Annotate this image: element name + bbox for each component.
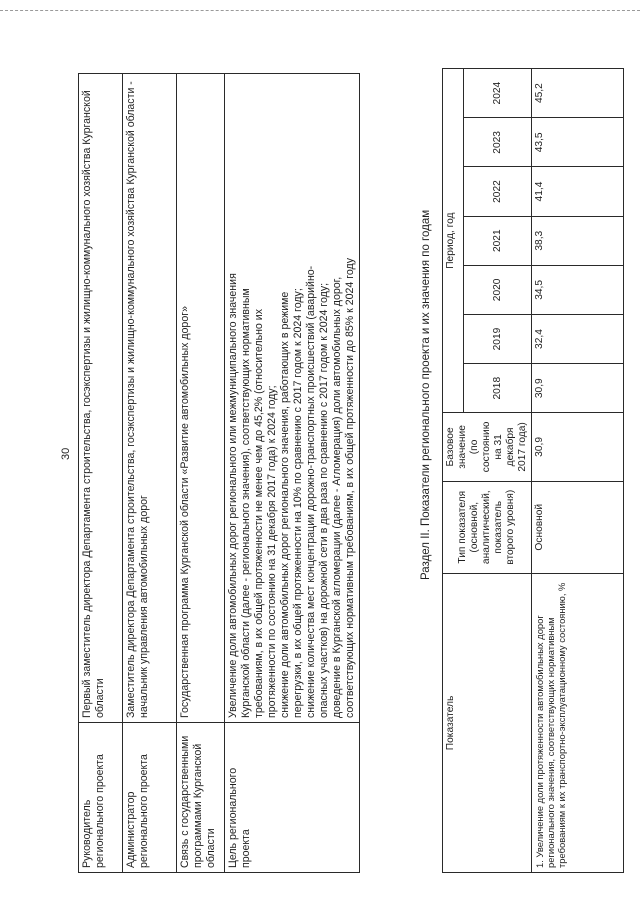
indicator-base-value: 30,9 <box>532 413 624 481</box>
project-passport-table <box>78 73 360 873</box>
header-type: Тип показателя (основной, аналитический, показатель второго уровня) <box>443 481 532 573</box>
row-label: Руководитель регионального проекта <box>79 723 123 873</box>
indicator-value-2018: 30,9 <box>532 364 624 413</box>
row-value: Заместитель директора Департамента строительства, госэкспертизы и жилищно-коммунального хозяйства Курганской области - начальник управления автомобильных дорог <box>123 74 177 723</box>
goal-line: Курганской области (далее - регионального значения), соответствующих нормативным <box>240 288 252 718</box>
table-row <box>123 74 177 873</box>
row-value: Первый заместитель директора Департамента строительства, госэкспертизы и жилищно-коммунального хозяйства Курганской области <box>79 74 123 723</box>
header-year: 2019 <box>464 314 532 363</box>
goal-line: опасных участков) на дорожной сети в два раза по сравнению с 2017 годом к 2024 году; <box>318 282 330 718</box>
indicator-type: Основной <box>532 481 624 573</box>
goal-line: Увеличение доли автомобильных дорог регионального или межмуниципального значения <box>227 273 239 718</box>
indicator-value-2023: 43,5 <box>532 118 624 167</box>
goal-cell <box>225 74 360 723</box>
row-label: Связь с государственными программами Курганской области <box>177 723 225 873</box>
table-row <box>225 74 360 873</box>
indicator-name: 1. Увеличение доли протяженности автомобильных дорог регионального значения, соответствующих нормативным требованиям к их транспортно-эксплуатационному состоянию, % <box>532 573 624 872</box>
goal-line: протяженности по состоянию на 31 декабря 2017 года) к 2024 году; <box>266 385 278 718</box>
header-year: 2020 <box>464 265 532 314</box>
header-period: Период, год <box>443 69 464 413</box>
header-year: 2022 <box>464 167 532 216</box>
indicator-value-2021: 38,3 <box>532 216 624 265</box>
indicator-value-2022: 41,4 <box>532 167 624 216</box>
page-number: 30 <box>60 447 72 460</box>
indicator-value-2020: 34,5 <box>532 265 624 314</box>
table-row <box>532 69 624 873</box>
row-label: Цель регионального проекта <box>225 723 360 873</box>
indicators-table <box>442 68 624 873</box>
header-year: 2021 <box>464 216 532 265</box>
goal-line: снижение доли автомобильных дорог регионального значения, работающих в режиме <box>279 291 291 718</box>
row-label: Администратор регионального проекта <box>123 723 177 873</box>
indicator-value-2019: 32,4 <box>532 314 624 363</box>
header-year: 2024 <box>464 69 532 118</box>
section-title: Раздел II. Показатели регионального проекта и их значения по годам <box>420 209 432 580</box>
header-indicator: Показатель <box>443 573 532 872</box>
table-row <box>177 74 225 873</box>
header-base: Базовое значение (по состоянию на 31 декабря 2017 года) <box>443 413 532 481</box>
header-year: 2023 <box>464 118 532 167</box>
table-row <box>79 74 123 873</box>
row-value: Государственная программа Курганской области «Развитие автомобильных дорог» <box>177 74 225 723</box>
indicator-value-2024: 45,2 <box>532 69 624 118</box>
header-year: 2018 <box>464 364 532 413</box>
goal-line: перегрузки, в их общей протяженности на 10% по сравнению с 2017 годом к 2024 году; <box>292 288 304 718</box>
goal-line: доведение в Курганской агломерации (далее - Агломерация) доли автомобильных дорог, <box>331 276 343 718</box>
header-row <box>443 69 464 873</box>
goal-line: соответствующих нормативным требованиям, в их общей протяженности до 85% к 2024 году <box>344 258 356 718</box>
goal-line: требованиям, в их общей протяженности не менее чем до 45,2% (относительно их <box>253 309 265 718</box>
goal-line: снижение количества мест концентрации дорожно-транспортных происшествий (аварийно- <box>305 265 317 718</box>
